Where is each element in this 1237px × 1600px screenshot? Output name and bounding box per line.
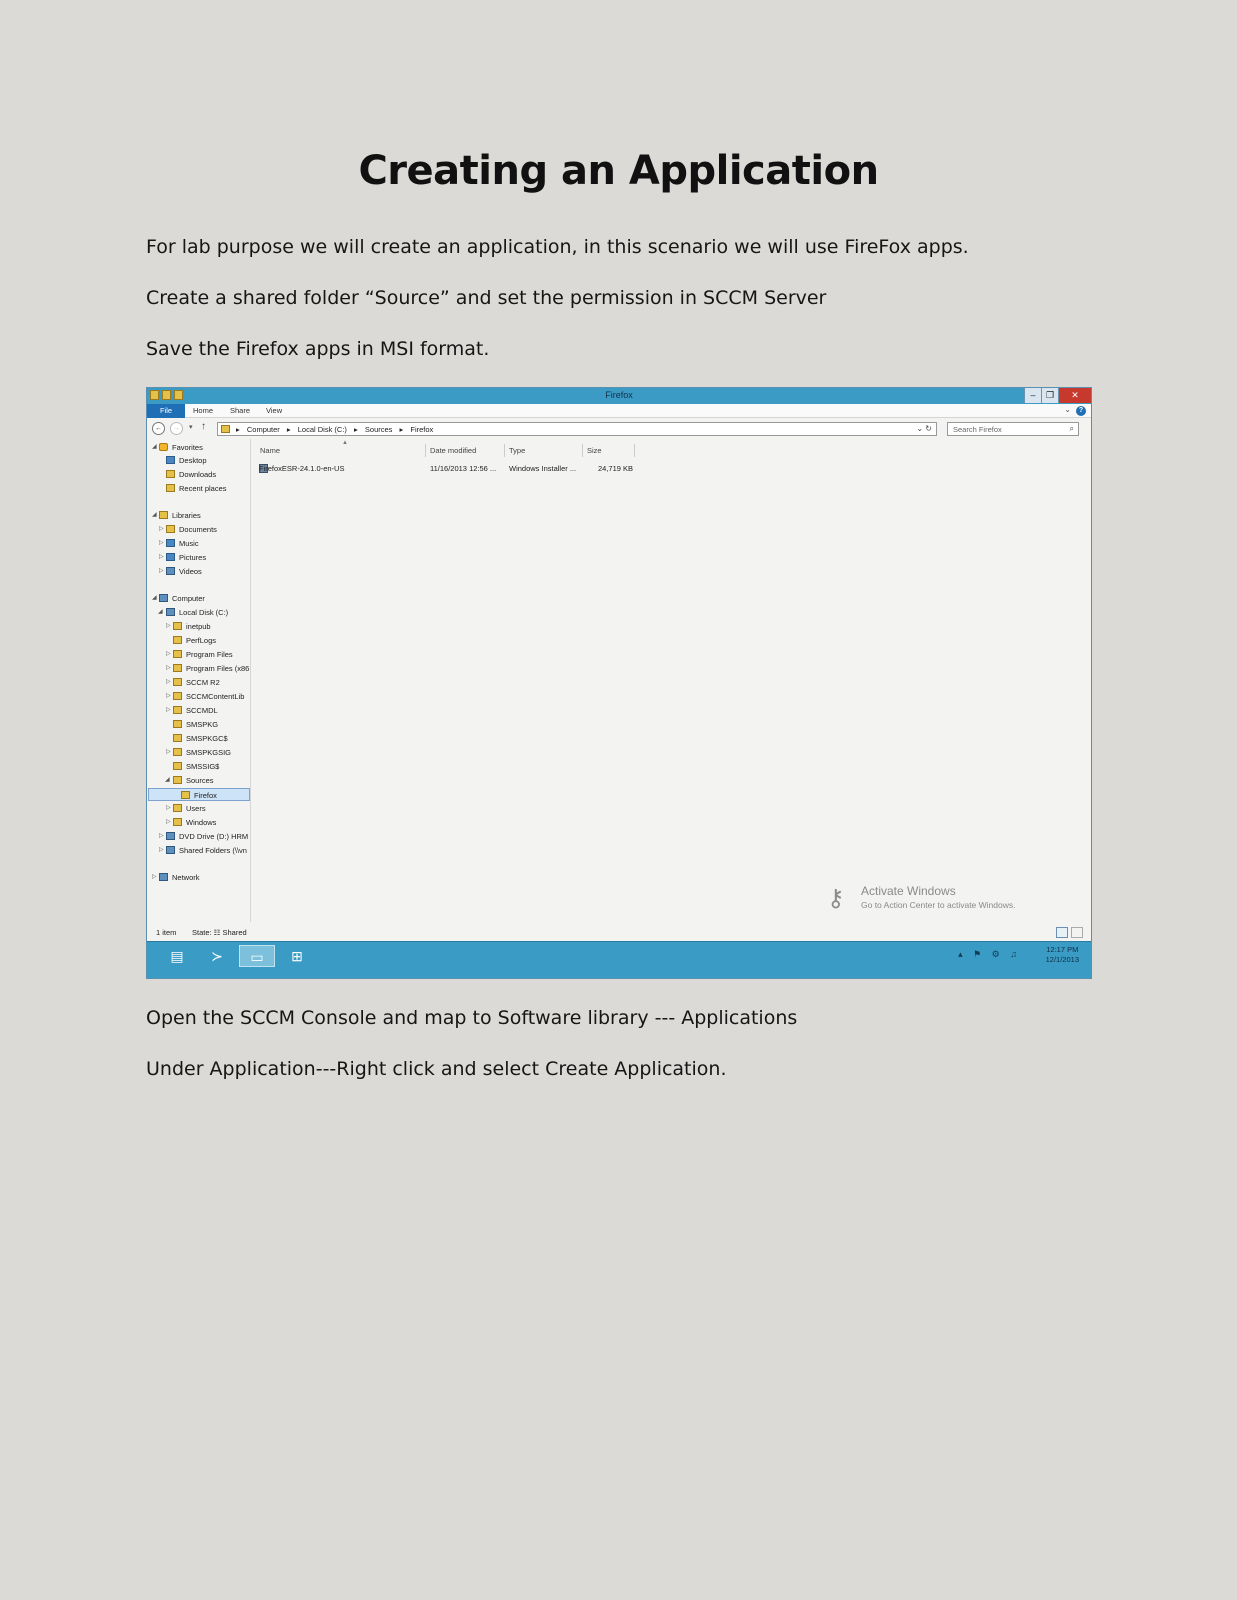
computer-icon (159, 594, 168, 602)
breadcrumb-sources[interactable]: Sources (364, 425, 393, 434)
up-button[interactable]: ↑ (201, 421, 206, 432)
help-icon[interactable]: ? (1076, 406, 1086, 416)
refresh-icon[interactable]: ⌄ ↻ (916, 424, 932, 433)
folder-icon (173, 748, 182, 756)
back-button[interactable]: ← (152, 422, 165, 435)
tab-share[interactable]: Share (230, 406, 251, 415)
tree-item-smspkgsig[interactable]: ▷ SMSPKGSIG (166, 748, 232, 757)
folder-icon (173, 650, 182, 658)
breadcrumb-firefox[interactable]: Firefox (410, 425, 434, 434)
ribbon (147, 404, 1091, 418)
search-input[interactable] (947, 422, 1079, 436)
paragraph-create-application: Under Application---Right click and select Create Application. (146, 1058, 727, 1080)
folder-icon (173, 804, 182, 812)
system-tray[interactable]: ▴ ⚑ ⚙ ♫ (958, 949, 1021, 959)
configuration-manager-icon[interactable]: ⊞ (291, 948, 303, 964)
pictures-icon (166, 553, 175, 561)
tree-item-sccmcontentlib[interactable]: ▷ SCCMContentLib (166, 692, 245, 701)
clock-date: 12/1/2013 (1045, 955, 1079, 964)
tree-item-music[interactable]: ▷ Music (159, 539, 199, 548)
folder-icon (173, 762, 182, 770)
clock-time: 12:17 PM (1046, 945, 1079, 954)
tree-item-computer[interactable]: ◢ Computer (152, 594, 205, 603)
search-placeholder: Search Firefox (953, 425, 1002, 434)
tree-item-favorites[interactable]: ◢ Favorites (152, 443, 203, 452)
downloads-icon (166, 470, 175, 478)
videos-icon (166, 567, 175, 575)
address-bar[interactable] (217, 422, 937, 436)
column-name[interactable]: Name (256, 444, 426, 457)
server-manager-icon[interactable]: ▤ (170, 948, 184, 964)
tree-item-inetpub[interactable]: ▷ inetpub (166, 622, 211, 631)
paragraph-intro: For lab purpose we will create an application, in this scenario we will use FireFox apps. (146, 236, 969, 258)
watermark-title: Activate Windows (861, 884, 956, 898)
tree-item-sccmdl[interactable]: ▷ SCCMDL (166, 706, 218, 715)
paragraph-save-msi: Save the Firefox apps in MSI format. (146, 338, 490, 360)
tree-item-videos[interactable]: ▷ Videos (159, 567, 202, 576)
tree-item-windows[interactable]: ▷ Windows (166, 818, 217, 827)
search-icon[interactable]: ⌕ (1069, 424, 1074, 433)
tree-item-recent-places[interactable]: Recent places (166, 482, 227, 495)
file-type: Windows Installer ... (509, 464, 577, 473)
breadcrumb-arrow-icon: ▸ (286, 425, 291, 434)
key-icon: ⚷ (827, 885, 845, 912)
large-icons-view-button[interactable] (1071, 927, 1083, 938)
music-icon (166, 539, 175, 547)
tree-item-smssig[interactable]: SMSSIG$ (173, 760, 219, 773)
tree-item-libraries[interactable]: ◢ Libraries (152, 511, 201, 520)
tree-item-documents[interactable]: ▷ Documents (159, 525, 217, 534)
breadcrumb-arrow-icon: ▸ (354, 425, 358, 434)
powershell-icon[interactable]: ≻ (211, 948, 223, 964)
folder-icon (173, 678, 182, 686)
tab-file[interactable]: File (147, 404, 185, 418)
tab-view[interactable]: View (266, 406, 283, 415)
tree-item-shared-folders[interactable]: ▷ Shared Folders (\\vn (159, 846, 247, 855)
status-state: State: ☷ Shared (192, 928, 247, 937)
network-icon (159, 873, 168, 881)
column-date-modified[interactable]: Date modified (426, 444, 505, 457)
folder-icon (173, 776, 182, 784)
navigation-bar (147, 419, 1091, 439)
taskbar-clock[interactable] (1046, 945, 1079, 965)
paragraph-open-console: Open the SCCM Console and map to Software library --- Applications (146, 1007, 798, 1029)
maximize-button[interactable]: ❐ (1041, 388, 1058, 403)
breadcrumb-arrow-icon: ▸ (399, 425, 404, 434)
page-title: Creating an Application (358, 148, 879, 194)
file-date: 11/16/2013 12:56 ... (430, 464, 497, 473)
forward-button[interactable]: → (170, 422, 183, 435)
folder-icon (221, 425, 230, 433)
tree-item-sccm-r2[interactable]: ▷ SCCM R2 (166, 678, 220, 687)
recent-places-icon (166, 484, 175, 492)
file-explorer-icon[interactable]: ▭ (239, 945, 275, 967)
folder-icon (173, 720, 182, 728)
column-size[interactable]: Size (583, 444, 635, 457)
paragraph-shared-folder: Create a shared folder “Source” and set the permission in SCCM Server (146, 287, 827, 309)
details-view-button[interactable] (1056, 927, 1068, 938)
libraries-icon (159, 511, 168, 519)
star-icon (159, 443, 168, 451)
close-button[interactable]: ✕ (1058, 388, 1091, 403)
documents-icon (166, 525, 175, 533)
tree-item-local-disk[interactable]: ◢ Local Disk (C:) (158, 608, 229, 617)
navigation-pane (147, 439, 251, 922)
recent-locations-icon[interactable]: ▾ (189, 424, 193, 431)
tree-item-sources[interactable]: ◢ Sources (165, 776, 214, 785)
ribbon-expand-icon[interactable]: ⌄ (1064, 405, 1071, 414)
file-name: FirefoxESR-24.1.0-en-US (259, 464, 345, 473)
explorer-window-screenshot (146, 387, 1092, 979)
window-titlebar (147, 388, 1091, 404)
tree-item-smspkgc[interactable]: SMSPKGC$ (173, 732, 228, 745)
breadcrumb-computer[interactable]: Computer (246, 425, 280, 434)
taskbar (147, 941, 1091, 979)
folder-icon (173, 664, 182, 672)
tree-item-perflogs[interactable]: PerfLogs (173, 634, 216, 647)
drive-icon (166, 608, 175, 616)
tree-item-network[interactable]: ▷ Network (152, 873, 200, 882)
status-item-count: 1 item (156, 928, 177, 937)
column-type[interactable]: Type (505, 444, 583, 457)
folder-icon (173, 818, 182, 826)
file-size: 24,719 KB (598, 464, 634, 473)
sort-ascending-icon: ▲ (342, 440, 348, 446)
tree-item-program-files-x86[interactable]: ▷ Program Files (x86 (166, 664, 250, 673)
tree-item-downloads[interactable]: Downloads (166, 468, 216, 481)
folder-icon (173, 692, 182, 700)
tree-item-desktop[interactable]: Desktop (166, 454, 207, 467)
tree-item-smspkg[interactable]: SMSPKG (173, 718, 218, 731)
watermark-subtitle: Go to Action Center to activate Windows. (861, 900, 1016, 910)
folder-icon (181, 791, 190, 799)
window-title: Firefox (605, 390, 633, 400)
folder-icon (173, 622, 182, 630)
tab-home[interactable]: Home (193, 406, 214, 415)
folder-icon (173, 706, 182, 714)
dvd-drive-icon (166, 832, 175, 840)
network-drive-icon (166, 846, 175, 854)
tree-item-dvd-drive[interactable]: ▷ DVD Drive (D:) HRM (159, 832, 249, 841)
tree-item-users[interactable]: ▷ Users (166, 804, 206, 813)
tree-item-firefox[interactable]: Firefox (148, 788, 250, 801)
tree-item-pictures[interactable]: ▷ Pictures (159, 553, 207, 562)
folder-icon (173, 636, 182, 644)
minimize-button[interactable]: – (1024, 388, 1041, 403)
desktop-icon (166, 456, 175, 464)
folder-icon (173, 734, 182, 742)
status-bar (147, 926, 1091, 940)
tree-item-program-files[interactable]: ▷ Program Files (166, 650, 233, 659)
breadcrumb-arrow-icon: ▸ (236, 425, 240, 434)
breadcrumb-local-disk[interactable]: Local Disk (C:) (297, 425, 347, 434)
